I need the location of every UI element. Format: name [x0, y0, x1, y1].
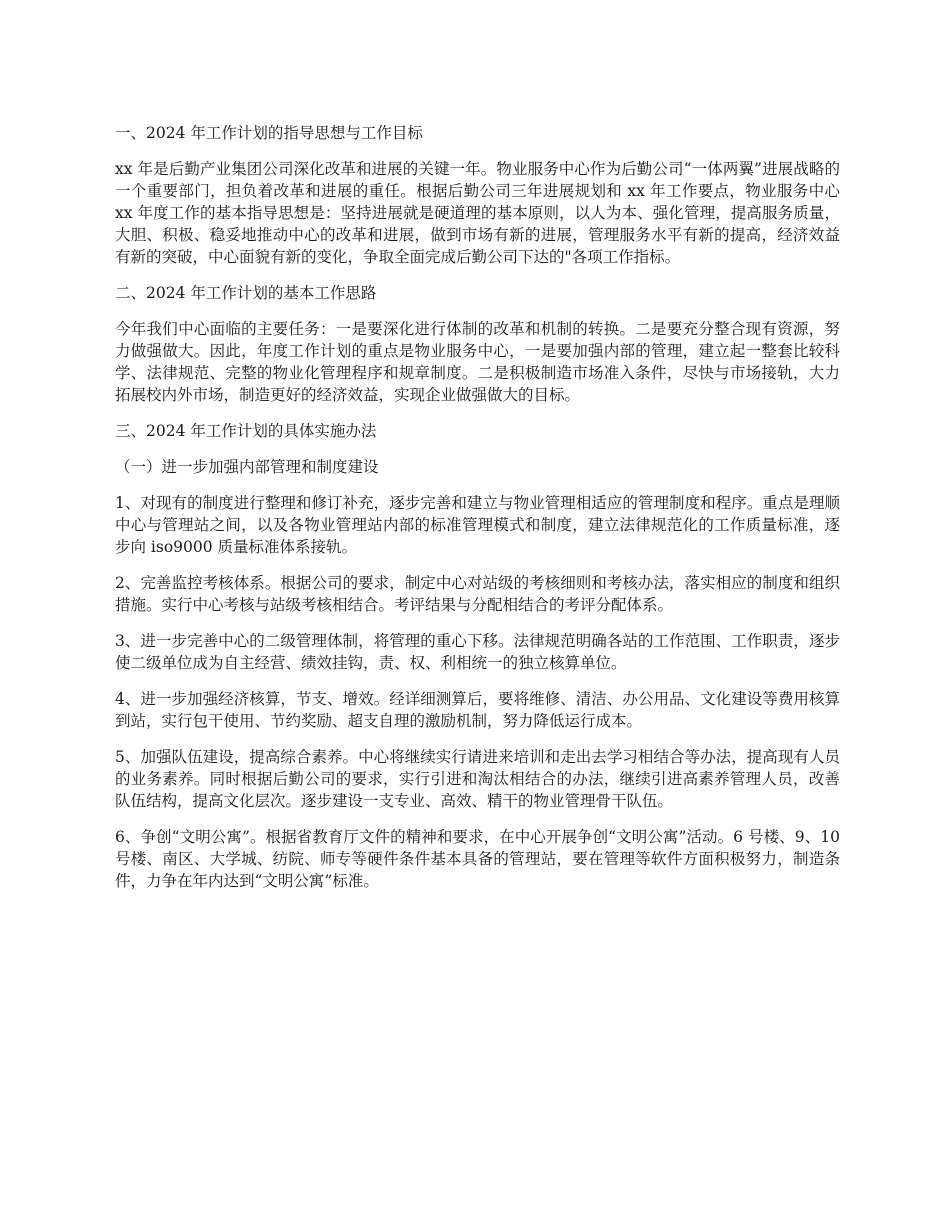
document-page: [115, 122, 840, 906]
section-heading-1: 一、2024 年工作计划的指导思想与工作目标: [115, 124, 423, 142]
list-item-3: 3、进一步完善中心的二级管理体制，将管理的重心下移。法律规范明确各站的工作范围、工作职责，逐步使二级单位成为自主经营、绩效挂钩，责、权、利相统一的独立核算单位。: [115, 632, 840, 672]
section-1-paragraph: xx 年是后勤产业集团公司深化改革和进展的关键一年。物业服务中心作为后勤公司“一体两翼”进展战略的一个重要部门，担负着改革和进展的重任。根据后勤公司三年进展规划和 xx 年工作要点，物业服务中心 xx 年度工作的基本指导思想是：坚持进展就是硬道理的基本原则，以人为本、强化管理，提高服务质量，大胆、积极、稳妥地推动中心的改革和进展，做到市场有新的进展，管理服务水平有新的提高，经济效益有新的突破，中心面貌有新的变化，争取全面完成后勤公司下达的"各项工作指标。: [115, 160, 840, 266]
section-heading-3: 三、2024 年工作计划的具体实施办法: [115, 422, 377, 440]
section-heading-2: 二、2024 年工作计划的基本工作思路: [115, 284, 377, 302]
section-3-subheading: （一）进一步加强内部管理和制度建设: [115, 458, 379, 476]
list-item-5: 5、加强队伍建设，提高综合素养。中心将继续实行请进来培训和走出去学习相结合等办法，提高现有人员的业务素养。同时根据后勤公司的要求，实行引进和淘汰相结合的办法，继续引进高素养管理人员，改善队伍结构，提高文化层次。逐步建设一支专业、高效、精干的物业管理骨干队伍。: [115, 748, 840, 810]
list-item-4: 4、进一步加强经济核算，节支、增效。经详细测算后，要将维修、清洁、办公用品、文化建设等费用核算到站，实行包干使用、节约奖励、超支自理的激励机制，努力降低运行成本。: [115, 690, 840, 730]
list-item-6: 6、争创“文明公寓”。根据省教育厅文件的精神和要求，在中心开展争创“文明公寓”活动。6 号楼、9、10 号楼、南区、大学城、纺院、师专等硬件条件基本具备的管理站，要在管理等软件方面积极努力，制造条件，力争在年内达到“文明公寓”标准。: [115, 828, 840, 890]
list-item-2: 2、完善监控考核体系。根据公司的要求，制定中心对站级的考核细则和考核办法，落实相应的制度和组织措施。实行中心考核与站级考核相结合。考评结果与分配相结合的考评分配体系。: [115, 574, 840, 614]
list-item-1: 1、对现有的制度进行整理和修订补充，逐步完善和建立与物业管理相适应的管理制度和程序。重点是理顺中心与管理站之间，以及各物业管理站内部的标准管理模式和制度，建立法律规范化的工作质量标准，逐步向 iso9000 质量标准体系接轨。: [115, 494, 840, 556]
section-2-paragraph: 今年我们中心面临的主要任务：一是要深化进行体制的改革和机制的转换。二是要充分整合现有资源，努力做强做大。因此，年度工作计划的重点是物业服务中心，一是要加强内部的管理，建立起一整套比较科学、法律规范、完整的物业化管理程序和规章制度。二是积极制造市场准入条件，尽快与市场接轨，大力拓展校内外市场，制造更好的经济效益，实现企业做强做大的目标。: [115, 320, 840, 404]
